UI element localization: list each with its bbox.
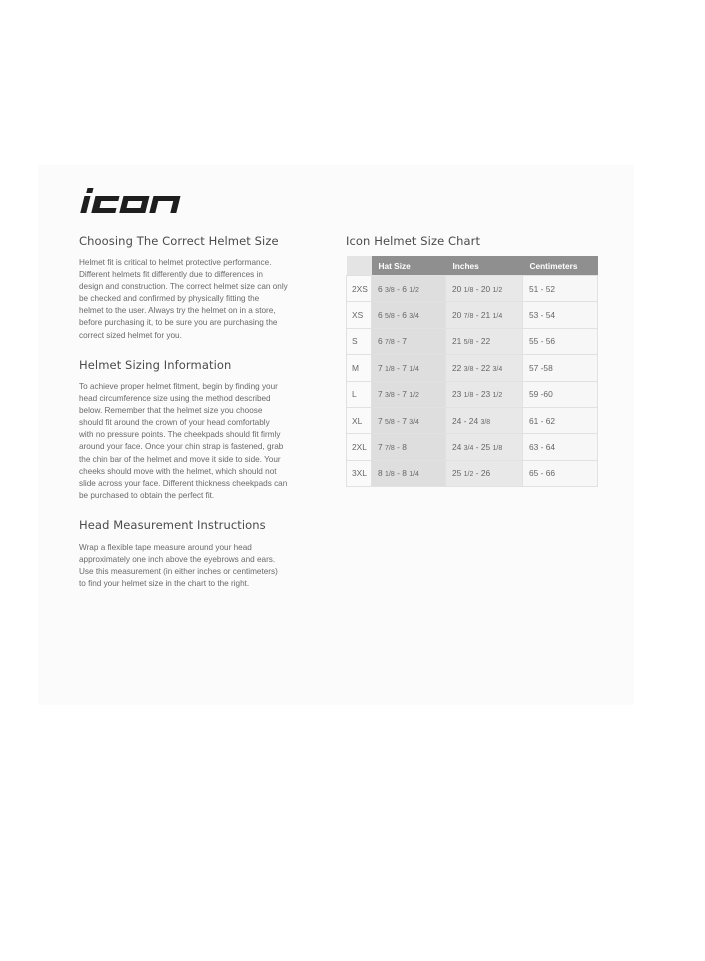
text-line: with no pressure points. The cheekpads should fit firmly <box>79 430 281 440</box>
hat-whole: 7 <box>402 415 407 426</box>
inch-whole: 25 <box>452 468 462 479</box>
centimeters-cell: 63 - 64 <box>523 434 598 460</box>
inch-whole: 23 <box>452 389 462 400</box>
size-cell: XL <box>347 407 372 433</box>
size-cell: M <box>347 355 372 381</box>
inch-fraction: 1/2 <box>492 392 503 400</box>
svg-text:icon: icon <box>80 186 82 187</box>
centimeters-cell: 53 - 54 <box>523 302 598 328</box>
hat-whole: 8 <box>402 468 407 479</box>
inch-fraction: 1/8 <box>492 445 503 453</box>
range-separator: - <box>475 362 479 373</box>
range-separator: - <box>397 310 400 321</box>
hat-fraction: 1/4 <box>409 365 419 373</box>
inch-fraction: 1/2 <box>463 471 474 479</box>
range-separator: - <box>397 389 400 400</box>
table-row <box>347 302 598 328</box>
sizing-title: Helmet Sizing Information <box>79 358 232 372</box>
inch-fraction: 1/2 <box>492 286 503 294</box>
hat-whole: 6 <box>402 310 407 321</box>
size-chart-table <box>346 256 598 487</box>
text-line: Wrap a flexible tape measure around your head <box>79 543 252 552</box>
inch-whole: 25 <box>480 442 491 453</box>
range-separator: - <box>397 468 400 479</box>
inch-fraction: 1/8 <box>463 392 474 400</box>
range-separator: - <box>397 415 400 426</box>
chart-title: Icon Helmet Size Chart <box>346 234 481 248</box>
table-row <box>347 276 598 302</box>
hat-fraction: 1/4 <box>409 471 419 479</box>
range-separator: - <box>397 283 400 294</box>
hat-fraction: 7/8 <box>385 339 395 347</box>
hat-whole: 7 <box>402 336 407 347</box>
text-line: to find your helmet size in the chart to the right. <box>79 579 250 589</box>
hat-fraction: 3/4 <box>409 418 419 426</box>
inch-whole: 24 <box>452 415 462 426</box>
text-line: To achieve proper helmet fitment, begin by finding your <box>79 382 278 391</box>
inch-whole: 24 <box>452 442 462 453</box>
hat-whole: 8 <box>378 468 383 479</box>
inch-whole: 21 <box>480 310 491 321</box>
inch-whole: 20 <box>452 283 462 294</box>
range-separator: - <box>475 310 479 321</box>
hat-size-cell <box>372 328 446 354</box>
hat-whole: 7 <box>378 415 383 426</box>
hat-size-cell <box>372 355 446 381</box>
choosing-text <box>79 257 324 342</box>
hat-whole: 7 <box>378 389 383 400</box>
centimeters-cell: 65 - 66 <box>523 460 598 486</box>
table-row <box>347 355 598 381</box>
size-cell: L <box>347 381 372 407</box>
range-separator: - <box>463 415 467 426</box>
inch-whole: 20 <box>480 283 491 294</box>
text-line: correct sized helmet for you. <box>79 330 182 340</box>
header-size <box>347 256 372 276</box>
inch-fraction: 3/4 <box>463 445 474 453</box>
table-row <box>347 460 598 486</box>
text-line: below. Remember that the helmet size you choose <box>79 406 263 416</box>
text-line: cheeks should move with the helmet, which should not <box>79 466 277 476</box>
inch-whole: 24 <box>468 415 479 426</box>
size-cell: 2XL <box>347 434 372 460</box>
text-line: design and construction. The correct helmet size can only <box>79 282 288 292</box>
size-cell: 3XL <box>347 460 372 486</box>
header-inches: Inches <box>446 256 523 276</box>
inch-whole: 20 <box>452 310 462 321</box>
hat-fraction: 3/8 <box>385 286 395 294</box>
text-line: be checked and confirmed by physically fitting the <box>79 294 260 304</box>
centimeters-cell: 61 - 62 <box>523 407 598 433</box>
inch-whole: 23 <box>480 389 491 400</box>
hat-whole: 6 <box>402 283 407 294</box>
hat-whole: 7 <box>378 442 383 453</box>
hat-fraction: 5/8 <box>385 313 395 321</box>
text-line: the chin bar of the helmet and move it side to side. Your <box>79 454 281 464</box>
text-line: head circumference size using the method described <box>79 394 271 404</box>
inches-cell <box>446 381 523 407</box>
text-line: helmet to the user. Always try the helmet on in a store, <box>79 306 276 316</box>
hat-fraction: 7/8 <box>385 445 395 453</box>
range-separator: - <box>475 442 479 453</box>
hat-fraction: 3/4 <box>409 313 419 321</box>
range-separator: - <box>475 336 479 347</box>
table-row <box>347 328 598 354</box>
inch-fraction: 5/8 <box>463 339 474 347</box>
hat-size-cell <box>372 302 446 328</box>
hat-whole: 7 <box>378 362 383 373</box>
size-cell: XS <box>347 302 372 328</box>
table-row <box>347 381 598 407</box>
inches-cell <box>446 276 523 302</box>
text-line: before purchasing it, to be sure you are purchasing the <box>79 318 278 328</box>
hat-fraction: 1/8 <box>385 471 395 479</box>
choosing-title: Choosing The Correct Helmet Size <box>79 234 279 248</box>
text-line: be purchased to obtain the perfect fit. <box>79 490 215 500</box>
centimeters-cell: 51 - 52 <box>523 276 598 302</box>
inch-whole: 22 <box>452 362 462 373</box>
table-header-row <box>347 256 598 276</box>
hat-whole: 8 <box>402 442 407 453</box>
inch-fraction: 3/4 <box>492 365 503 373</box>
range-separator: - <box>397 362 400 373</box>
text-line: approximately one inch above the eyebrows and ears. <box>79 555 276 565</box>
range-separator: - <box>397 442 400 453</box>
inch-fraction: 3/8 <box>480 418 491 426</box>
inches-cell <box>446 407 523 433</box>
inch-fraction: 1/4 <box>492 313 503 321</box>
inch-whole: 22 <box>480 336 491 347</box>
inch-fraction: 1/8 <box>463 286 474 294</box>
hat-fraction: 1/8 <box>385 365 395 373</box>
header-centimeters: Centimeters <box>523 256 598 276</box>
text-line: Use this measurement (in either inches or centimeters) <box>79 567 278 577</box>
hat-whole: 6 <box>378 336 383 347</box>
range-separator: - <box>397 336 400 347</box>
centimeters-cell: 55 - 56 <box>523 328 598 354</box>
hat-size-cell <box>372 407 446 433</box>
inch-whole: 22 <box>480 362 491 373</box>
inch-whole: 26 <box>480 468 491 479</box>
text-line: around your face. Once your chin strap is fastened, grab <box>79 442 284 452</box>
inches-cell <box>446 355 523 381</box>
measurement-text <box>79 542 324 590</box>
range-separator: - <box>475 468 479 479</box>
inches-cell <box>446 302 523 328</box>
hat-fraction: 5/8 <box>385 418 395 426</box>
hat-size-cell <box>372 434 446 460</box>
size-cell: 2XS <box>347 276 372 302</box>
hat-size-cell <box>372 381 446 407</box>
size-cell: S <box>347 328 372 354</box>
measurement-title: Head Measurement Instructions <box>79 518 266 532</box>
text-line: should fit around the crown of your head comfortably <box>79 418 270 428</box>
icon-logo <box>80 186 194 216</box>
text-line: Helmet fit is critical to helmet protective performance. <box>79 258 272 267</box>
text-line: slide across your face. Different thickness cheekpads can <box>79 478 288 488</box>
inch-whole: 21 <box>452 336 462 347</box>
range-separator: - <box>475 389 479 400</box>
inches-cell <box>446 460 523 486</box>
text-line: Different helmets fit differently due to differences in <box>79 270 263 280</box>
hat-fraction: 1/2 <box>409 392 419 400</box>
hat-whole: 7 <box>402 362 407 373</box>
hat-size-cell <box>372 276 446 302</box>
header-hat-size: Hat Size <box>372 256 446 276</box>
table-row <box>347 434 598 460</box>
inches-cell <box>446 434 523 460</box>
hat-fraction: 3/8 <box>385 392 395 400</box>
range-separator: - <box>475 283 479 294</box>
inch-fraction: 7/8 <box>463 313 474 321</box>
hat-size-cell <box>372 460 446 486</box>
hat-fraction: 1/2 <box>409 286 419 294</box>
table-row <box>347 407 598 433</box>
hat-whole: 7 <box>402 389 407 400</box>
centimeters-cell: 59 -60 <box>523 381 598 407</box>
inch-fraction: 3/8 <box>463 365 474 373</box>
hat-whole: 6 <box>378 310 383 321</box>
inches-cell <box>446 328 523 354</box>
centimeters-cell: 57 -58 <box>523 355 598 381</box>
hat-whole: 6 <box>378 283 383 294</box>
sizing-text <box>79 381 324 502</box>
